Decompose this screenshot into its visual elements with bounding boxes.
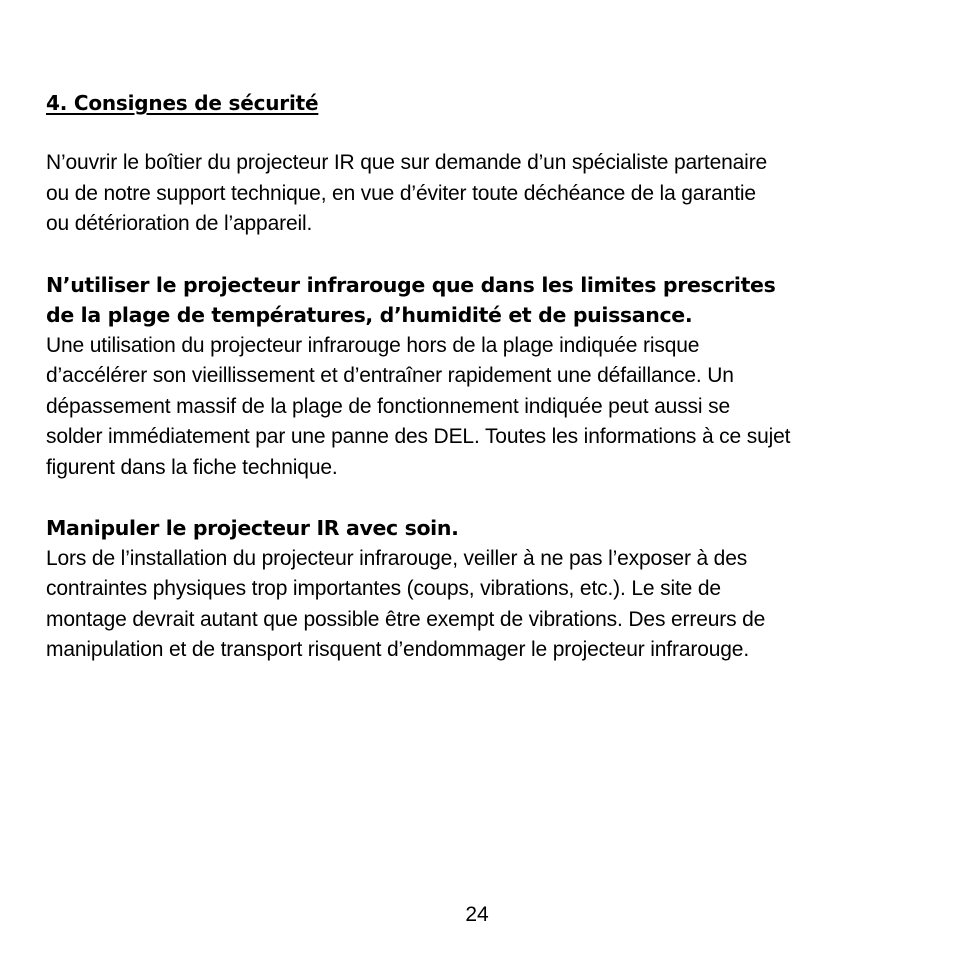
handling-line: contraintes physiques trop importantes (coups, vibrations, etc.). Le site de <box>46 577 721 600</box>
handling-line: manipulation et de transport risquent d’endommager le projecteur infrarouge. <box>46 638 750 661</box>
limits-line: d’accélérer son vieillissement et d’entraîner rapidement une défaillance. Un <box>46 364 734 387</box>
limits-section <box>46 270 916 484</box>
limits-line: Une utilisation du projecteur infrarouge hors de la plage indiquée risque <box>46 333 700 357</box>
intro-line: ou de notre support technique, en vue d’éviter toute déchéance de la garantie <box>46 181 756 205</box>
limits-line: dépassement massif de la plage de fonctionnement indiquée peut aussi se <box>46 394 730 418</box>
page-number: 24 <box>465 903 489 926</box>
paragraph-spacer <box>46 240 916 270</box>
limits-heading-line: N’utiliser le projecteur infrarouge que dans les limites prescrites <box>46 272 776 297</box>
paragraph-spacer <box>46 483 916 513</box>
document-page <box>46 88 916 666</box>
handling-heading: Manipuler le projecteur IR avec soin. <box>46 516 459 540</box>
limits-line: figurent dans la fiche technique. <box>46 455 338 479</box>
limits-line: solder immédiatement par une panne des DEL. Toutes les informations à ce sujet <box>46 425 791 448</box>
intro-line: N’ouvrir le boîtier du projecteur IR que sur demande d’un spécialiste partenaire <box>46 151 768 174</box>
limits-heading-line: de la plage de températures, d’humidité et de puissance. <box>46 303 693 327</box>
intro-paragraph <box>46 148 916 240</box>
intro-line: ou détérioration de l’appareil. <box>46 212 313 235</box>
handling-line: montage devrait autant que possible être exempt de vibrations. Des erreurs de <box>46 607 766 631</box>
handling-section <box>46 513 916 666</box>
section-title: 4. Consignes de sécurité <box>46 91 319 115</box>
handling-line: Lors de l’installation du projecteur infrarouge, veiller à ne pas l’exposer à des <box>46 546 748 570</box>
